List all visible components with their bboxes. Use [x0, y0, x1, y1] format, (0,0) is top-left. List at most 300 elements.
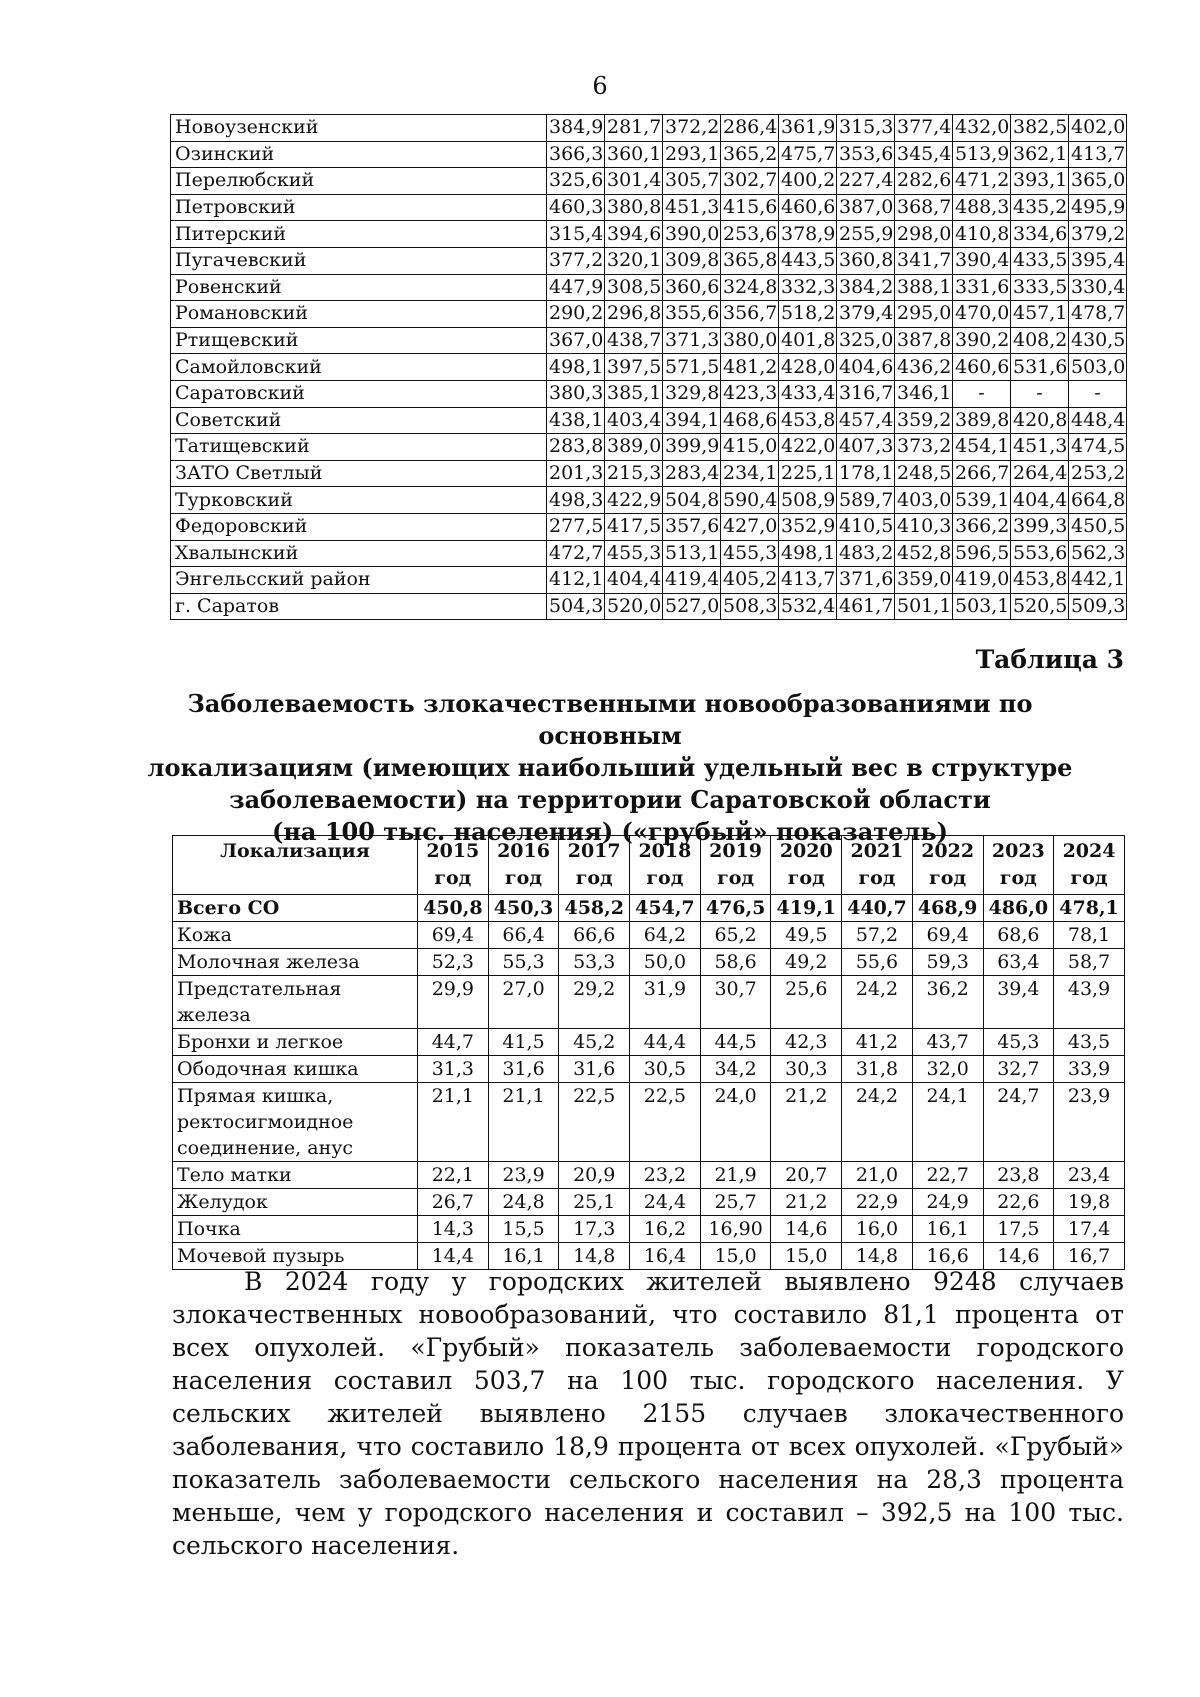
year-label: 2017: [567, 840, 621, 862]
table-cell: 16,4: [630, 1243, 701, 1270]
column-header-year: [418, 836, 489, 895]
table-cell: 332,3: [779, 274, 837, 301]
table-title: [140, 688, 1080, 848]
table-cell: 379,4: [837, 301, 895, 328]
table-cell: 562,3: [1069, 540, 1127, 567]
table-cell: 388,1: [895, 274, 953, 301]
table-row: [173, 1162, 1125, 1189]
district-name: Турковский: [171, 487, 547, 514]
table-cell: 30,3: [771, 1056, 842, 1083]
table-cell: 25,6: [771, 976, 842, 1029]
table-row: [171, 327, 1127, 354]
table-cell: 29,9: [418, 976, 489, 1029]
table-cell: 215,3: [605, 460, 663, 487]
table-header-row: [173, 836, 1125, 895]
table-cell: 34,2: [700, 1056, 771, 1083]
district-name: Ровенский: [171, 274, 547, 301]
table-cell: 14,6: [983, 1243, 1054, 1270]
table-cell: 24,1: [912, 1083, 983, 1162]
table-cell: 20,9: [559, 1162, 630, 1189]
table-row: [171, 513, 1127, 540]
table-cell: 450,5: [1069, 513, 1127, 540]
table-cell: 52,3: [418, 949, 489, 976]
table-cell: 23,4: [1054, 1162, 1125, 1189]
table-cell: 362,1: [1011, 141, 1069, 168]
table-cell: 315,3: [837, 115, 895, 142]
table-cell: 283,4: [663, 460, 721, 487]
table-cell: 360,1: [605, 141, 663, 168]
table-cell: 430,5: [1069, 327, 1127, 354]
table-row: [171, 540, 1127, 567]
table-cell: 44,4: [630, 1029, 701, 1056]
table-cell: 296,8: [605, 301, 663, 328]
table-cell: 24,4: [630, 1189, 701, 1216]
table-row: [171, 593, 1127, 620]
table-cell: 553,6: [1011, 540, 1069, 567]
table-cell: 325,6: [547, 168, 605, 195]
table-cell: 14,6: [771, 1216, 842, 1243]
table-row: [171, 274, 1127, 301]
table-cell: 513,9: [953, 141, 1011, 168]
table-cell: 455,3: [605, 540, 663, 567]
table-cell: 253,6: [721, 221, 779, 248]
table-cell: 333,5: [1011, 274, 1069, 301]
table-cell: 509,3: [1069, 593, 1127, 620]
table-cell: 355,6: [663, 301, 721, 328]
table-row: [171, 354, 1127, 381]
table-cell: 43,5: [1054, 1029, 1125, 1056]
table-cell: 527,0: [663, 593, 721, 620]
district-name: Пугачевский: [171, 247, 547, 274]
table-cell: 428,0: [779, 354, 837, 381]
table-cell: 16,2: [630, 1216, 701, 1243]
table-row: [173, 976, 1125, 1029]
table-cell: 476,5: [700, 895, 771, 922]
table-cell: 468,9: [912, 895, 983, 922]
column-header-year: [842, 836, 913, 895]
column-header-year: [771, 836, 842, 895]
table-cell: 16,7: [1054, 1243, 1125, 1270]
table-row: [173, 895, 1125, 922]
table-cell: 390,4: [953, 247, 1011, 274]
table-cell: 460,6: [953, 354, 1011, 381]
table-cell: 408,2: [1011, 327, 1069, 354]
table-cell: 23,9: [488, 1162, 559, 1189]
table-cell: 367,0: [547, 327, 605, 354]
table-cell: 447,9: [547, 274, 605, 301]
localization-name: Желудок: [173, 1189, 418, 1216]
table-cell: 320,1: [605, 247, 663, 274]
table-cell: 21,2: [771, 1083, 842, 1162]
table-cell: 410,8: [953, 221, 1011, 248]
table-cell: 488,3: [953, 194, 1011, 221]
table-cell: 498,1: [779, 540, 837, 567]
table-cell: 478,7: [1069, 301, 1127, 328]
table-cell: 520,5: [1011, 593, 1069, 620]
table-cell: 442,1: [1069, 567, 1127, 594]
table-cell: 451,3: [663, 194, 721, 221]
table-cell: 468,6: [721, 407, 779, 434]
table-cell: 16,0: [842, 1216, 913, 1243]
table-cell: 664,8: [1069, 487, 1127, 514]
table-label: Таблица 3: [975, 645, 1124, 674]
table-cell: 501,1: [895, 593, 953, 620]
localization-name: Почка: [173, 1216, 418, 1243]
table-cell: 277,5: [547, 513, 605, 540]
table-cell: 16,1: [912, 1216, 983, 1243]
table-cell: 26,7: [418, 1189, 489, 1216]
column-header-year: [1054, 836, 1125, 895]
table-cell: 31,6: [488, 1056, 559, 1083]
table-cell: 22,5: [630, 1083, 701, 1162]
table-cell: 24,2: [842, 976, 913, 1029]
table-cell: 410,3: [895, 513, 953, 540]
table-cell: 413,7: [1069, 141, 1127, 168]
year-label: 2016: [497, 840, 550, 862]
table-cell: 503,0: [1069, 354, 1127, 381]
table-cell: 21,1: [488, 1083, 559, 1162]
table-cell: 20,7: [771, 1162, 842, 1189]
year-label: 2018: [638, 840, 692, 862]
table-cell: 384,9: [547, 115, 605, 142]
table-cell: 458,2: [559, 895, 630, 922]
table-cell: 404,6: [837, 354, 895, 381]
table-cell: 36,2: [912, 976, 983, 1029]
table-cell: 49,2: [771, 949, 842, 976]
localization-name: Молочная железа: [173, 949, 418, 976]
table-cell: 23,9: [1054, 1083, 1125, 1162]
table-cell: 590,4: [721, 487, 779, 514]
column-header-year: [630, 836, 701, 895]
page-number: 6: [592, 72, 608, 100]
table-row: [171, 168, 1127, 195]
table-row: [173, 1029, 1125, 1056]
table-cell: 450,8: [418, 895, 489, 922]
table-cell: 520,0: [605, 593, 663, 620]
table-row: [171, 194, 1127, 221]
table-cell: 387,0: [837, 194, 895, 221]
year-label: 2023: [991, 840, 1045, 862]
table-cell: 225,1: [779, 460, 837, 487]
table-cell: 43,7: [912, 1029, 983, 1056]
district-name: Федоровский: [171, 513, 547, 540]
year-label: 2019: [709, 840, 763, 862]
table-row: [171, 487, 1127, 514]
table-cell: 45,2: [559, 1029, 630, 1056]
district-incidence-table: [170, 114, 1127, 620]
table-cell: 330,4: [1069, 274, 1127, 301]
column-header-year: [700, 836, 771, 895]
table-row: [173, 1083, 1125, 1162]
table-row: [173, 922, 1125, 949]
table-cell: 508,9: [779, 487, 837, 514]
table-cell: 17,3: [559, 1216, 630, 1243]
table-cell: 42,3: [771, 1029, 842, 1056]
table-cell: 32,0: [912, 1056, 983, 1083]
table-cell: 15,0: [771, 1243, 842, 1270]
table-cell: 68,6: [983, 922, 1054, 949]
table-cell: 346,1: [895, 380, 953, 407]
table-cell: 66,4: [488, 922, 559, 949]
table-cell: 378,9: [779, 221, 837, 248]
table-cell: 403,0: [895, 487, 953, 514]
table-row: [171, 460, 1127, 487]
table-cell: 385,1: [605, 380, 663, 407]
table-cell: 419,0: [953, 567, 1011, 594]
table-cell: 69,4: [912, 922, 983, 949]
table-cell: 404,4: [605, 567, 663, 594]
table-cell: 31,3: [418, 1056, 489, 1083]
year-suffix: год: [505, 867, 543, 889]
district-name: г. Саратов: [171, 593, 547, 620]
table-cell: 30,5: [630, 1056, 701, 1083]
table-cell: 43,9: [1054, 976, 1125, 1029]
table-cell: 460,3: [547, 194, 605, 221]
table-cell: 433,4: [779, 380, 837, 407]
table-cell: 78,1: [1054, 922, 1125, 949]
table-cell: 227,4: [837, 168, 895, 195]
table-cell: 22,7: [912, 1162, 983, 1189]
table-cell: 372,2: [663, 115, 721, 142]
table-cell: 301,4: [605, 168, 663, 195]
table-cell: 415,6: [721, 194, 779, 221]
table-cell: 19,8: [1054, 1189, 1125, 1216]
table-cell: 454,7: [630, 895, 701, 922]
table-cell: 359,0: [895, 567, 953, 594]
table-cell: 401,8: [779, 327, 837, 354]
table-cell: 298,0: [895, 221, 953, 248]
table-cell: 471,2: [953, 168, 1011, 195]
table-row: [171, 141, 1127, 168]
column-header-localization: Локализация: [173, 836, 418, 895]
table-cell: 460,6: [779, 194, 837, 221]
table-cell: 27,0: [488, 976, 559, 1029]
table-cell: 55,6: [842, 949, 913, 976]
table-cell: 266,7: [953, 460, 1011, 487]
table-cell: 470,0: [953, 301, 1011, 328]
column-header-year: [559, 836, 630, 895]
table-cell: 394,1: [663, 407, 721, 434]
table-cell: 440,7: [842, 895, 913, 922]
localization-name: Тело матки: [173, 1162, 418, 1189]
table-cell: 380,8: [605, 194, 663, 221]
table-cell: 413,7: [779, 567, 837, 594]
table-cell: 403,4: [605, 407, 663, 434]
district-name: Озинский: [171, 141, 547, 168]
district-name: Татищевский: [171, 434, 547, 461]
table-cell: 390,2: [953, 327, 1011, 354]
table-cell: 14,4: [418, 1243, 489, 1270]
table-cell: 387,8: [895, 327, 953, 354]
table-cell: 361,9: [779, 115, 837, 142]
table-cell: 503,1: [953, 593, 1011, 620]
table-cell: 356,7: [721, 301, 779, 328]
table-cell: 22,1: [418, 1162, 489, 1189]
table-cell: 399,3: [1011, 513, 1069, 540]
district-name: Петровский: [171, 194, 547, 221]
year-suffix: год: [575, 867, 613, 889]
table-cell: -: [953, 380, 1011, 407]
table-cell: 410,5: [837, 513, 895, 540]
table-cell: 50,0: [630, 949, 701, 976]
table-cell: 253,2: [1069, 460, 1127, 487]
table-cell: 474,5: [1069, 434, 1127, 461]
table-cell: 486,0: [983, 895, 1054, 922]
table-cell: 412,1: [547, 567, 605, 594]
year-label: 2024: [1062, 840, 1116, 862]
table-cell: 420,8: [1011, 407, 1069, 434]
table-cell: 63,4: [983, 949, 1054, 976]
table-cell: 45,3: [983, 1029, 1054, 1056]
year-label: 2020: [779, 840, 833, 862]
table-cell: 365,2: [721, 141, 779, 168]
table-cell: 457,1: [1011, 301, 1069, 328]
table-row: [171, 380, 1127, 407]
table-cell: 453,8: [779, 407, 837, 434]
table-cell: 25,1: [559, 1189, 630, 1216]
table-cell: 436,2: [895, 354, 953, 381]
table-cell: 571,5: [663, 354, 721, 381]
table-cell: 457,4: [837, 407, 895, 434]
table-cell: 360,8: [837, 247, 895, 274]
localization-name: Ободочная кишка: [173, 1056, 418, 1083]
table-cell: 589,7: [837, 487, 895, 514]
table-cell: 309,8: [663, 247, 721, 274]
table-cell: 15,0: [700, 1243, 771, 1270]
year-label: 2021: [850, 840, 904, 862]
table-cell: 531,6: [1011, 354, 1069, 381]
year-suffix: год: [929, 867, 967, 889]
table-cell: -: [1069, 380, 1127, 407]
table-cell: 315,4: [547, 221, 605, 248]
table-cell: 518,2: [779, 301, 837, 328]
year-suffix: год: [717, 867, 755, 889]
table-cell: 394,6: [605, 221, 663, 248]
table-cell: 65,2: [700, 922, 771, 949]
table-cell: 419,4: [663, 567, 721, 594]
localization-name: Кожа: [173, 922, 418, 949]
table-cell: 23,8: [983, 1162, 1054, 1189]
table-cell: 405,2: [721, 567, 779, 594]
table-cell: 41,2: [842, 1029, 913, 1056]
table-cell: 596,5: [953, 540, 1011, 567]
table-cell: 379,2: [1069, 221, 1127, 248]
table-cell: 513,1: [663, 540, 721, 567]
table-cell: 483,2: [837, 540, 895, 567]
table-cell: 41,5: [488, 1029, 559, 1056]
table-cell: 478,1: [1054, 895, 1125, 922]
table-cell: 373,2: [895, 434, 953, 461]
table-row: [171, 247, 1127, 274]
table-cell: 14,3: [418, 1216, 489, 1243]
table-cell: 435,2: [1011, 194, 1069, 221]
table-cell: 366,2: [953, 513, 1011, 540]
table-cell: 14,8: [559, 1243, 630, 1270]
district-name: ЗАТО Светлый: [171, 460, 547, 487]
table-cell: 357,6: [663, 513, 721, 540]
district-name: Саратовский: [171, 380, 547, 407]
year-label: 2022: [921, 840, 975, 862]
year-suffix: год: [858, 867, 896, 889]
table-cell: 360,6: [663, 274, 721, 301]
table-cell: 390,0: [663, 221, 721, 248]
table-row: [173, 1056, 1125, 1083]
table-cell: 295,0: [895, 301, 953, 328]
table-cell: 508,3: [721, 593, 779, 620]
table-cell: 39,4: [983, 976, 1054, 1029]
table-cell: 419,1: [771, 895, 842, 922]
table-cell: 325,0: [837, 327, 895, 354]
table-cell: 24,2: [842, 1083, 913, 1162]
table-cell: 433,5: [1011, 247, 1069, 274]
table-cell: 448,4: [1069, 407, 1127, 434]
localization-incidence-table: [172, 835, 1125, 1270]
localization-name: Мочевой пузырь: [173, 1243, 418, 1270]
table-cell: 341,7: [895, 247, 953, 274]
table-cell: 454,1: [953, 434, 1011, 461]
table-cell: 24,7: [983, 1083, 1054, 1162]
table-cell: 389,8: [953, 407, 1011, 434]
table-cell: 64,2: [630, 922, 701, 949]
year-suffix: год: [999, 867, 1037, 889]
table-cell: 324,8: [721, 274, 779, 301]
table-cell: 334,6: [1011, 221, 1069, 248]
district-name: Питерский: [171, 221, 547, 248]
table-cell: 33,9: [1054, 1056, 1125, 1083]
table-cell: 404,4: [1011, 487, 1069, 514]
table-cell: 201,3: [547, 460, 605, 487]
table-cell: 389,0: [605, 434, 663, 461]
localization-name: Бронхи и легкое: [173, 1029, 418, 1056]
localization-name: Всего СО: [173, 895, 418, 922]
table-cell: 422,0: [779, 434, 837, 461]
table-cell: 22,6: [983, 1189, 1054, 1216]
table-cell: 23,2: [630, 1162, 701, 1189]
column-header-year: [488, 836, 559, 895]
table-cell: 69,4: [418, 922, 489, 949]
table-cell: 21,1: [418, 1083, 489, 1162]
table-cell: 55,3: [488, 949, 559, 976]
table-cell: 58,7: [1054, 949, 1125, 976]
table-cell: 44,5: [700, 1029, 771, 1056]
table-cell: 400,2: [779, 168, 837, 195]
table-cell: 305,7: [663, 168, 721, 195]
table-cell: 452,8: [895, 540, 953, 567]
district-name: Хвалынский: [171, 540, 547, 567]
table-cell: 59,3: [912, 949, 983, 976]
table-cell: 407,3: [837, 434, 895, 461]
table-cell: 366,3: [547, 141, 605, 168]
table-cell: 255,9: [837, 221, 895, 248]
summary-paragraph: В 2024 году у городских жителей выявлено 9248 случаев злокачественных новообразований, что составило 81,1 процента от всех опухолей. «Грубый» показатель заболеваемости городского населения составил 503,7 на 100 тыс. городского населения. У сельских жителей выявлено 2155 случаев злокачественного заболевания, что составило 18,9 процента от всех опухолей. «Грубый» показатель заболеваемости сельского населения на 28,3 процента меньше, чем у городского населения и составил – 392,5 на 100 тыс. сельского населения.: [172, 1267, 1124, 1560]
table-cell: 234,1: [721, 460, 779, 487]
table-cell: 44,7: [418, 1029, 489, 1056]
table-cell: 31,8: [842, 1056, 913, 1083]
table-cell: 178,1: [837, 460, 895, 487]
table-cell: 248,5: [895, 460, 953, 487]
table-cell: 57,2: [842, 922, 913, 949]
table-row: [171, 115, 1127, 142]
table-cell: 24,9: [912, 1189, 983, 1216]
table-cell: 498,1: [547, 354, 605, 381]
table-cell: 455,3: [721, 540, 779, 567]
table-title-line: локализациям (имеющих наибольший удельный вес в структуре: [147, 753, 1073, 782]
table-cell: 532,4: [779, 593, 837, 620]
table-title-line: Заболеваемость злокачественными новообразованиями по основным: [187, 689, 1033, 750]
table-cell: 31,9: [630, 976, 701, 1029]
table-cell: 22,9: [842, 1189, 913, 1216]
table-cell: 422,9: [605, 487, 663, 514]
